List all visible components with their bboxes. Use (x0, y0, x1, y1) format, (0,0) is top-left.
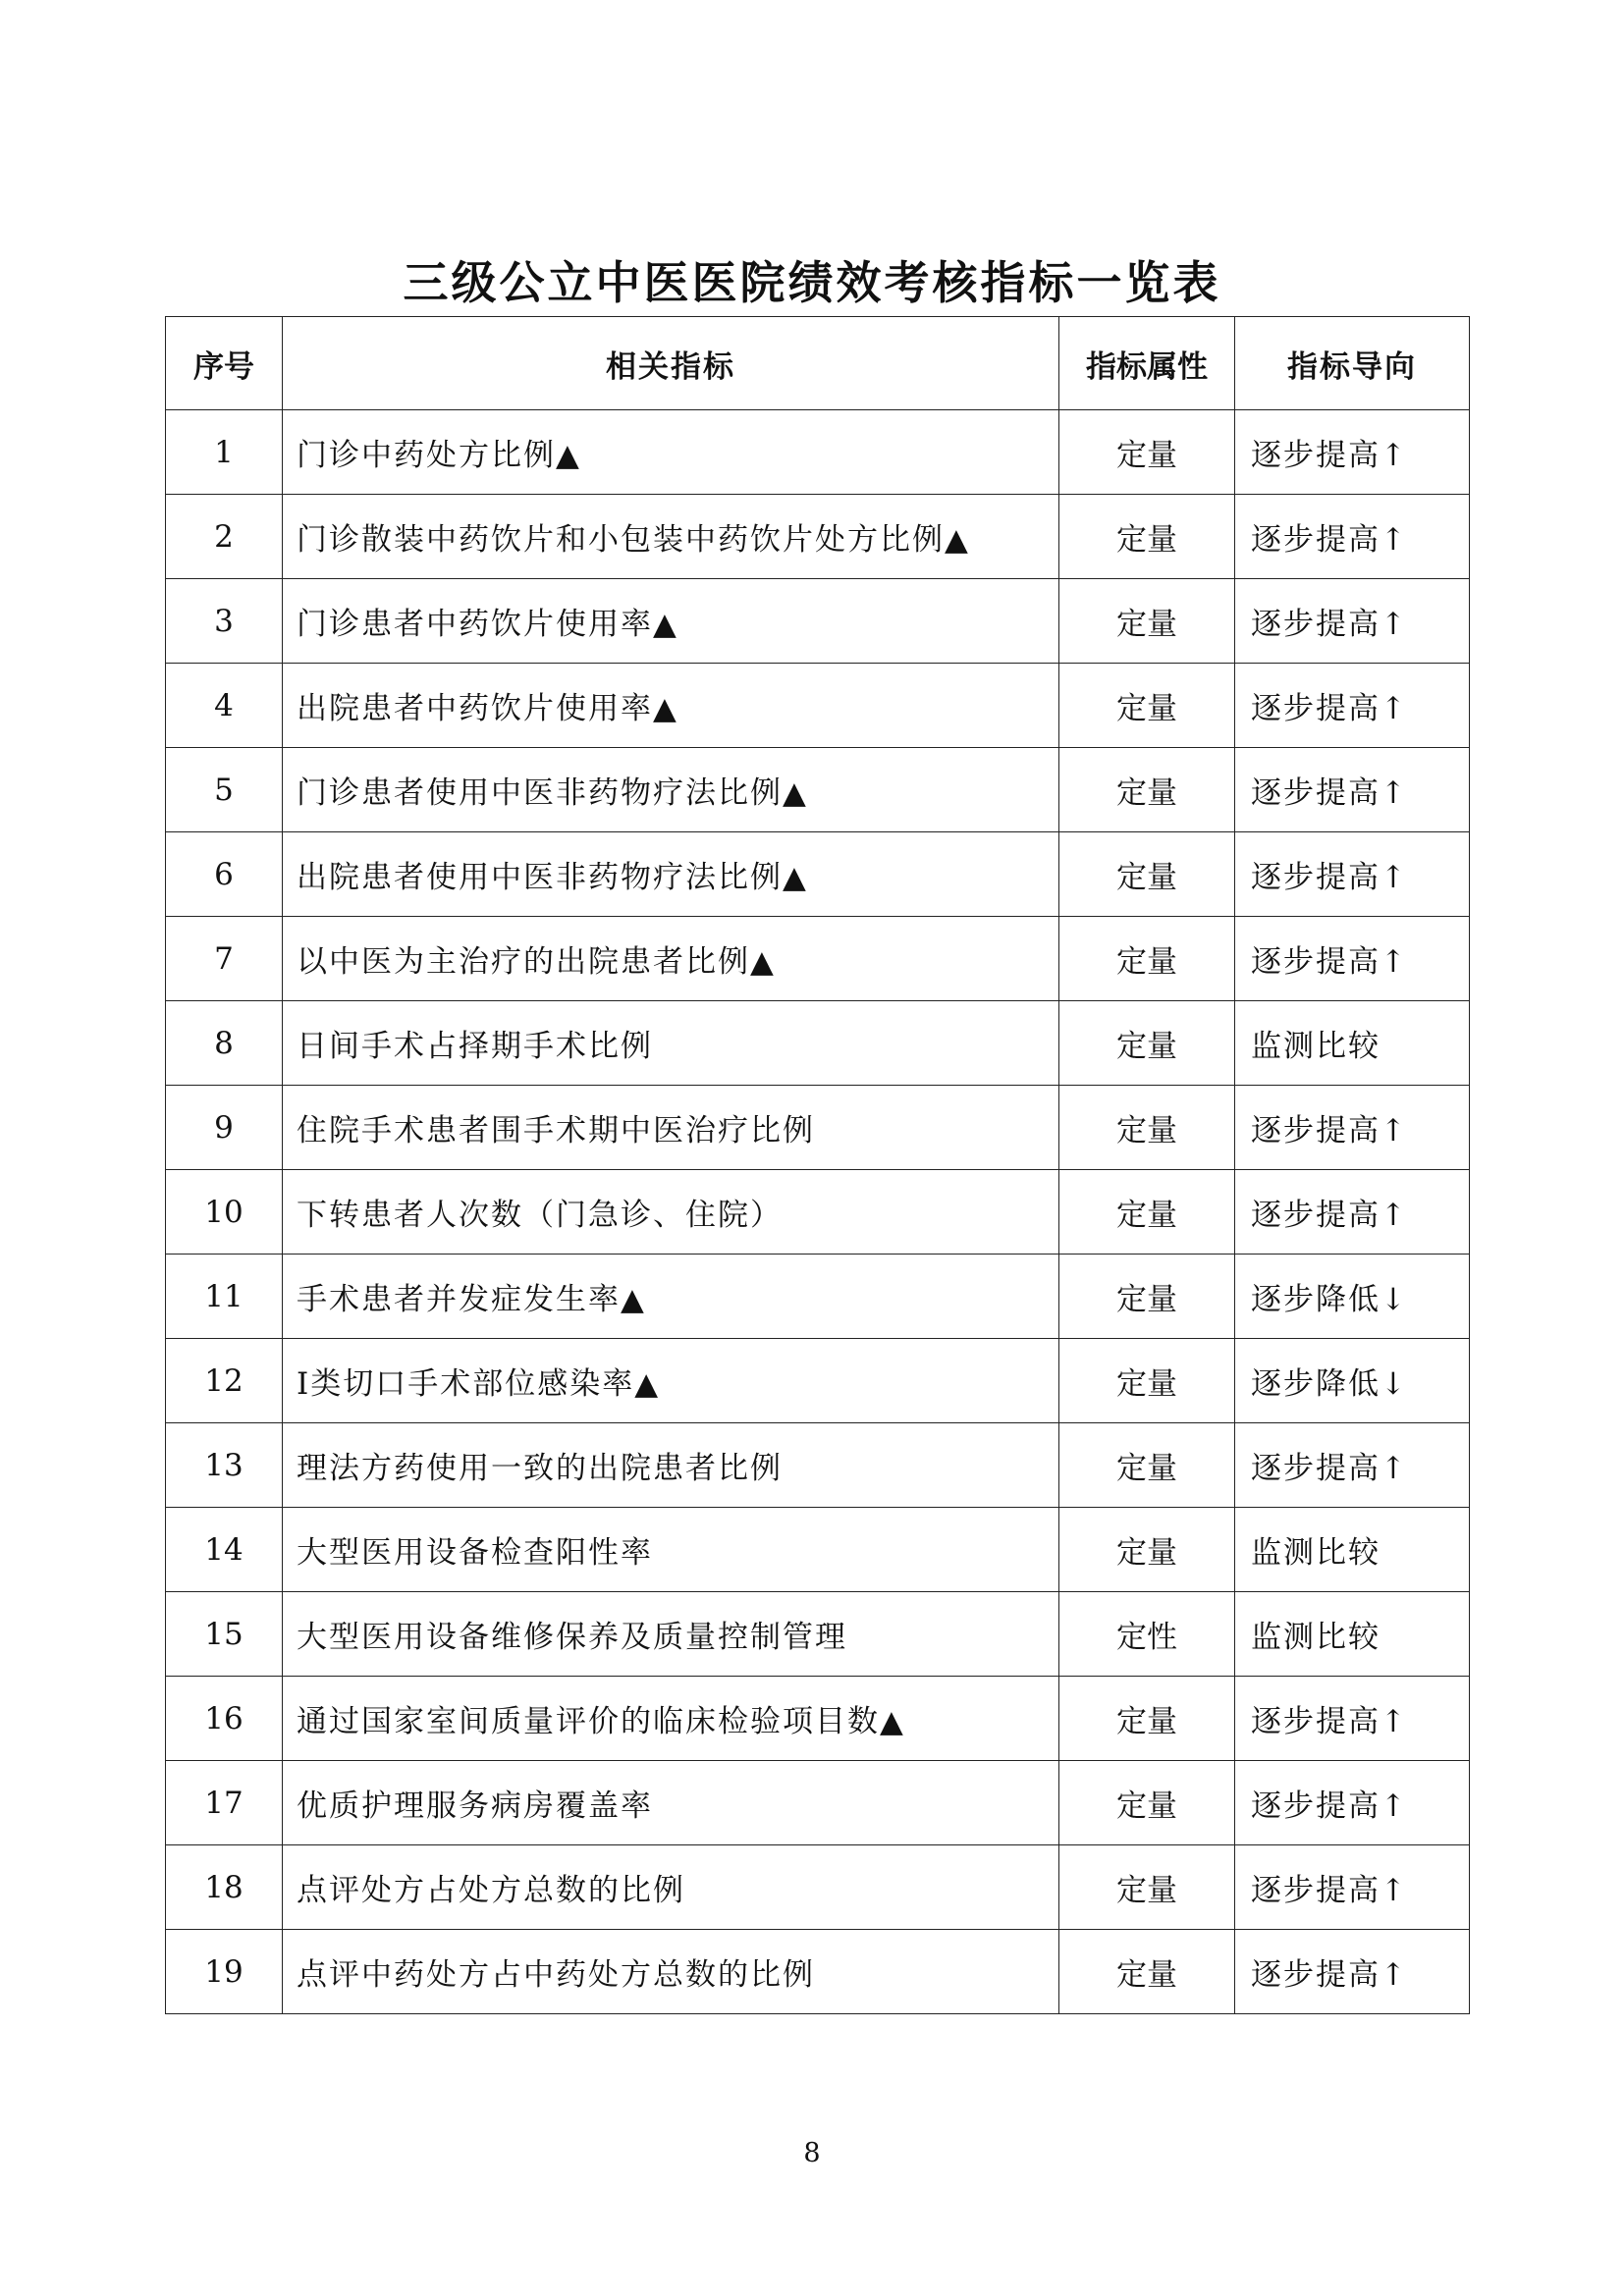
cell-name: 以中医为主治疗的出院患者比例▲ (283, 917, 1059, 1001)
cell-name: 大型医用设备维修保养及质量控制管理 (283, 1592, 1059, 1677)
cell-no: 6 (166, 832, 283, 917)
cell-dir: 监测比较 (1235, 1508, 1470, 1592)
cell-dir: 逐步降低↓ (1235, 1339, 1470, 1423)
cell-attr: 定性 (1059, 1592, 1235, 1677)
cell-attr: 定量 (1059, 664, 1235, 748)
cell-no: 13 (166, 1423, 283, 1508)
cell-no: 1 (166, 410, 283, 495)
cell-attr: 定量 (1059, 495, 1235, 579)
cell-no: 18 (166, 1845, 283, 1930)
cell-name: 日间手术占择期手术比例 (283, 1001, 1059, 1086)
cell-dir: 逐步提高↑ (1235, 410, 1470, 495)
cell-no: 2 (166, 495, 283, 579)
cell-attr: 定量 (1059, 1677, 1235, 1761)
cell-name: 门诊散装中药饮片和小包装中药饮片处方比例▲ (283, 495, 1059, 579)
header-name: 相关指标 (283, 317, 1059, 410)
cell-attr: 定量 (1059, 748, 1235, 832)
table-row (166, 1930, 1470, 2014)
cell-name: 出院患者使用中医非药物疗法比例▲ (283, 832, 1059, 917)
cell-name: 门诊患者使用中医非药物疗法比例▲ (283, 748, 1059, 832)
cell-dir: 逐步提高↑ (1235, 1677, 1470, 1761)
cell-dir: 逐步提高↑ (1235, 1845, 1470, 1930)
cell-name: 门诊患者中药饮片使用率▲ (283, 579, 1059, 664)
cell-attr: 定量 (1059, 410, 1235, 495)
table-row (166, 917, 1470, 1001)
cell-attr: 定量 (1059, 1845, 1235, 1930)
cell-name: Ⅰ类切口手术部位感染率▲ (283, 1339, 1059, 1423)
cell-no: 7 (166, 917, 283, 1001)
cell-name: 点评中药处方占中药处方总数的比例 (283, 1930, 1059, 2014)
cell-no: 15 (166, 1592, 283, 1677)
header-no: 序号 (166, 317, 283, 410)
cell-name: 大型医用设备检查阳性率 (283, 1508, 1059, 1592)
header-dir: 指标导向 (1235, 317, 1470, 410)
cell-dir: 监测比较 (1235, 1001, 1470, 1086)
cell-no: 19 (166, 1930, 283, 2014)
cell-dir: 逐步提高↑ (1235, 748, 1470, 832)
cell-no: 12 (166, 1339, 283, 1423)
cell-attr: 定量 (1059, 1930, 1235, 2014)
cell-name: 通过国家室间质量评价的临床检验项目数▲ (283, 1677, 1059, 1761)
cell-attr: 定量 (1059, 832, 1235, 917)
cell-name: 优质护理服务病房覆盖率 (283, 1761, 1059, 1845)
cell-no: 8 (166, 1001, 283, 1086)
table-row (166, 495, 1470, 579)
table-header-row (166, 317, 1470, 410)
cell-name: 下转患者人次数（门急诊、住院） (283, 1170, 1059, 1255)
table-row (166, 1508, 1470, 1592)
cell-no: 10 (166, 1170, 283, 1255)
table-row (166, 410, 1470, 495)
cell-name: 住院手术患者围手术期中医治疗比例 (283, 1086, 1059, 1170)
table-row (166, 748, 1470, 832)
table-row (166, 1339, 1470, 1423)
cell-dir: 逐步提高↑ (1235, 1761, 1470, 1845)
table-row (166, 1761, 1470, 1845)
cell-dir: 逐步降低↓ (1235, 1255, 1470, 1339)
cell-no: 9 (166, 1086, 283, 1170)
cell-dir: 监测比较 (1235, 1592, 1470, 1677)
cell-no: 5 (166, 748, 283, 832)
cell-name: 点评处方占处方总数的比例 (283, 1845, 1059, 1930)
cell-name: 门诊中药处方比例▲ (283, 410, 1059, 495)
cell-dir: 逐步提高↑ (1235, 1170, 1470, 1255)
cell-attr: 定量 (1059, 917, 1235, 1001)
table-row (166, 1677, 1470, 1761)
cell-attr: 定量 (1059, 579, 1235, 664)
cell-no: 3 (166, 579, 283, 664)
table-row (166, 1086, 1470, 1170)
cell-dir: 逐步提高↑ (1235, 664, 1470, 748)
cell-name: 出院患者中药饮片使用率▲ (283, 664, 1059, 748)
table-row (166, 1001, 1470, 1086)
table-row (166, 1255, 1470, 1339)
cell-attr: 定量 (1059, 1086, 1235, 1170)
page-title: 三级公立中医医院绩效考核指标一览表 (403, 256, 1221, 309)
table-row (166, 1423, 1470, 1508)
cell-attr: 定量 (1059, 1170, 1235, 1255)
cell-attr: 定量 (1059, 1339, 1235, 1423)
cell-attr: 定量 (1059, 1761, 1235, 1845)
cell-dir: 逐步提高↑ (1235, 579, 1470, 664)
header-attr: 指标属性 (1059, 317, 1235, 410)
cell-name: 理法方药使用一致的出院患者比例 (283, 1423, 1059, 1508)
indicator-table (165, 316, 1470, 2014)
page-number: 8 (803, 2138, 821, 2168)
cell-attr: 定量 (1059, 1423, 1235, 1508)
cell-attr: 定量 (1059, 1508, 1235, 1592)
cell-dir: 逐步提高↑ (1235, 1086, 1470, 1170)
cell-no: 4 (166, 664, 283, 748)
table-row (166, 664, 1470, 748)
cell-dir: 逐步提高↑ (1235, 1930, 1470, 2014)
cell-no: 14 (166, 1508, 283, 1592)
cell-dir: 逐步提高↑ (1235, 1423, 1470, 1508)
table-row (166, 579, 1470, 664)
cell-name: 手术患者并发症发生率▲ (283, 1255, 1059, 1339)
cell-attr: 定量 (1059, 1255, 1235, 1339)
cell-dir: 逐步提高↑ (1235, 917, 1470, 1001)
table-row (166, 1170, 1470, 1255)
cell-no: 17 (166, 1761, 283, 1845)
cell-attr: 定量 (1059, 1001, 1235, 1086)
table-row (166, 1845, 1470, 1930)
cell-no: 16 (166, 1677, 283, 1761)
cell-dir: 逐步提高↑ (1235, 495, 1470, 579)
cell-dir: 逐步提高↑ (1235, 832, 1470, 917)
table-row (166, 1592, 1470, 1677)
cell-no: 11 (166, 1255, 283, 1339)
table-row (166, 832, 1470, 917)
